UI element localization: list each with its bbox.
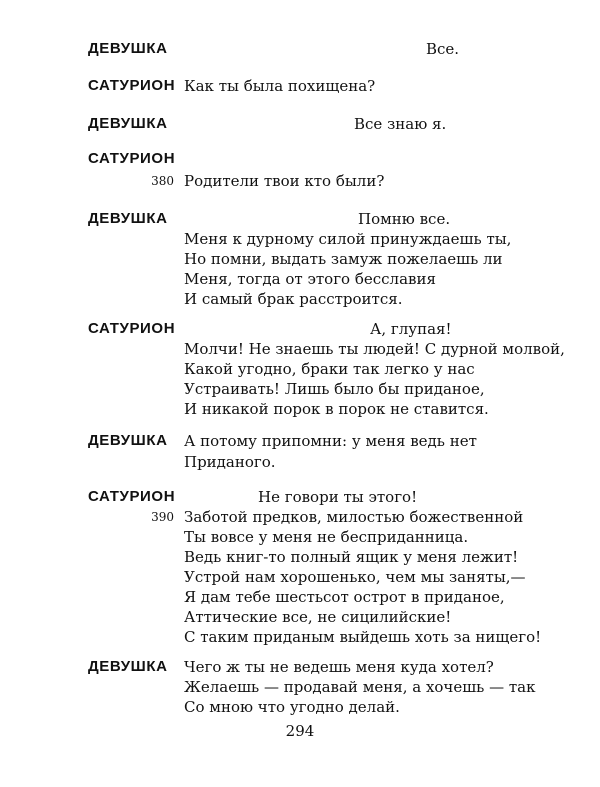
verse-line: Я дам тебе шестьсот острот в приданое,	[184, 588, 505, 606]
verse-line: Но помни, выдать замуж пожелаешь ли	[184, 250, 503, 268]
verse-line: Все знаю я.	[354, 115, 447, 133]
verse-line: А, глупая!	[370, 320, 452, 338]
verse-line: Все.	[426, 40, 460, 58]
verse-line: С таким приданым выйдешь хоть за нищего!	[184, 628, 542, 646]
line-number: 380	[151, 174, 174, 188]
verse-line: Устрой нам хорошенько, чем мы заняты,—	[184, 568, 526, 586]
verse-line: Ты вовсе у меня не бесприданница.	[184, 528, 469, 546]
speaker-name: ДЕВУШКА	[88, 210, 168, 227]
verse-line: Чего ж ты не ведешь меня куда хотел?	[184, 658, 494, 676]
verse-line: Желаешь — продавай меня, а хочешь — так	[184, 678, 536, 696]
speaker-name: САТУРИОН	[88, 77, 176, 94]
verse-line: Какой угодно, браки так легко у нас	[184, 360, 475, 378]
verse-line: Аттические все, не сицилийские!	[184, 608, 452, 626]
verse-line: А потому припомни: у меня ведь нет	[184, 432, 477, 450]
speaker-name: ДЕВУШКА	[88, 658, 168, 675]
verse-line: Не говори ты этого!	[258, 488, 418, 506]
speaker-name: САТУРИОН	[88, 150, 176, 167]
verse-line: И никакой порок в порок не ставится.	[184, 400, 489, 418]
verse-line: Как ты была похищена?	[184, 77, 376, 95]
page-number: 294	[285, 722, 315, 740]
verse-line: Приданого.	[184, 453, 276, 471]
speaker-name: ДЕВУШКА	[88, 115, 168, 132]
verse-line: Заботой предков, милостью божественной	[184, 508, 524, 526]
verse-line: Родители твои кто были?	[184, 172, 385, 190]
verse-line: Меня к дурному силой принуждаешь ты,	[184, 230, 512, 248]
verse-line: И самый брак расстроится.	[184, 290, 403, 308]
verse-line: Ведь книг-то полный ящик у меня лежит!	[184, 548, 519, 566]
verse-line: Помню все.	[358, 210, 451, 228]
speaker-name: САТУРИОН	[88, 488, 176, 505]
verse-line: Со мною что угодно делай.	[184, 698, 400, 716]
speaker-name: ДЕВУШКА	[88, 432, 168, 449]
speaker-name: ДЕВУШКА	[88, 40, 168, 57]
verse-line: Меня, тогда от этого бесславия	[184, 270, 436, 288]
verse-line: Устраивать! Лишь было бы приданое,	[184, 380, 485, 398]
line-number: 390	[151, 510, 174, 524]
verse-line: Молчи! Не знаешь ты людей! С дурной молвой,	[184, 340, 565, 358]
speaker-name: САТУРИОН	[88, 320, 176, 337]
